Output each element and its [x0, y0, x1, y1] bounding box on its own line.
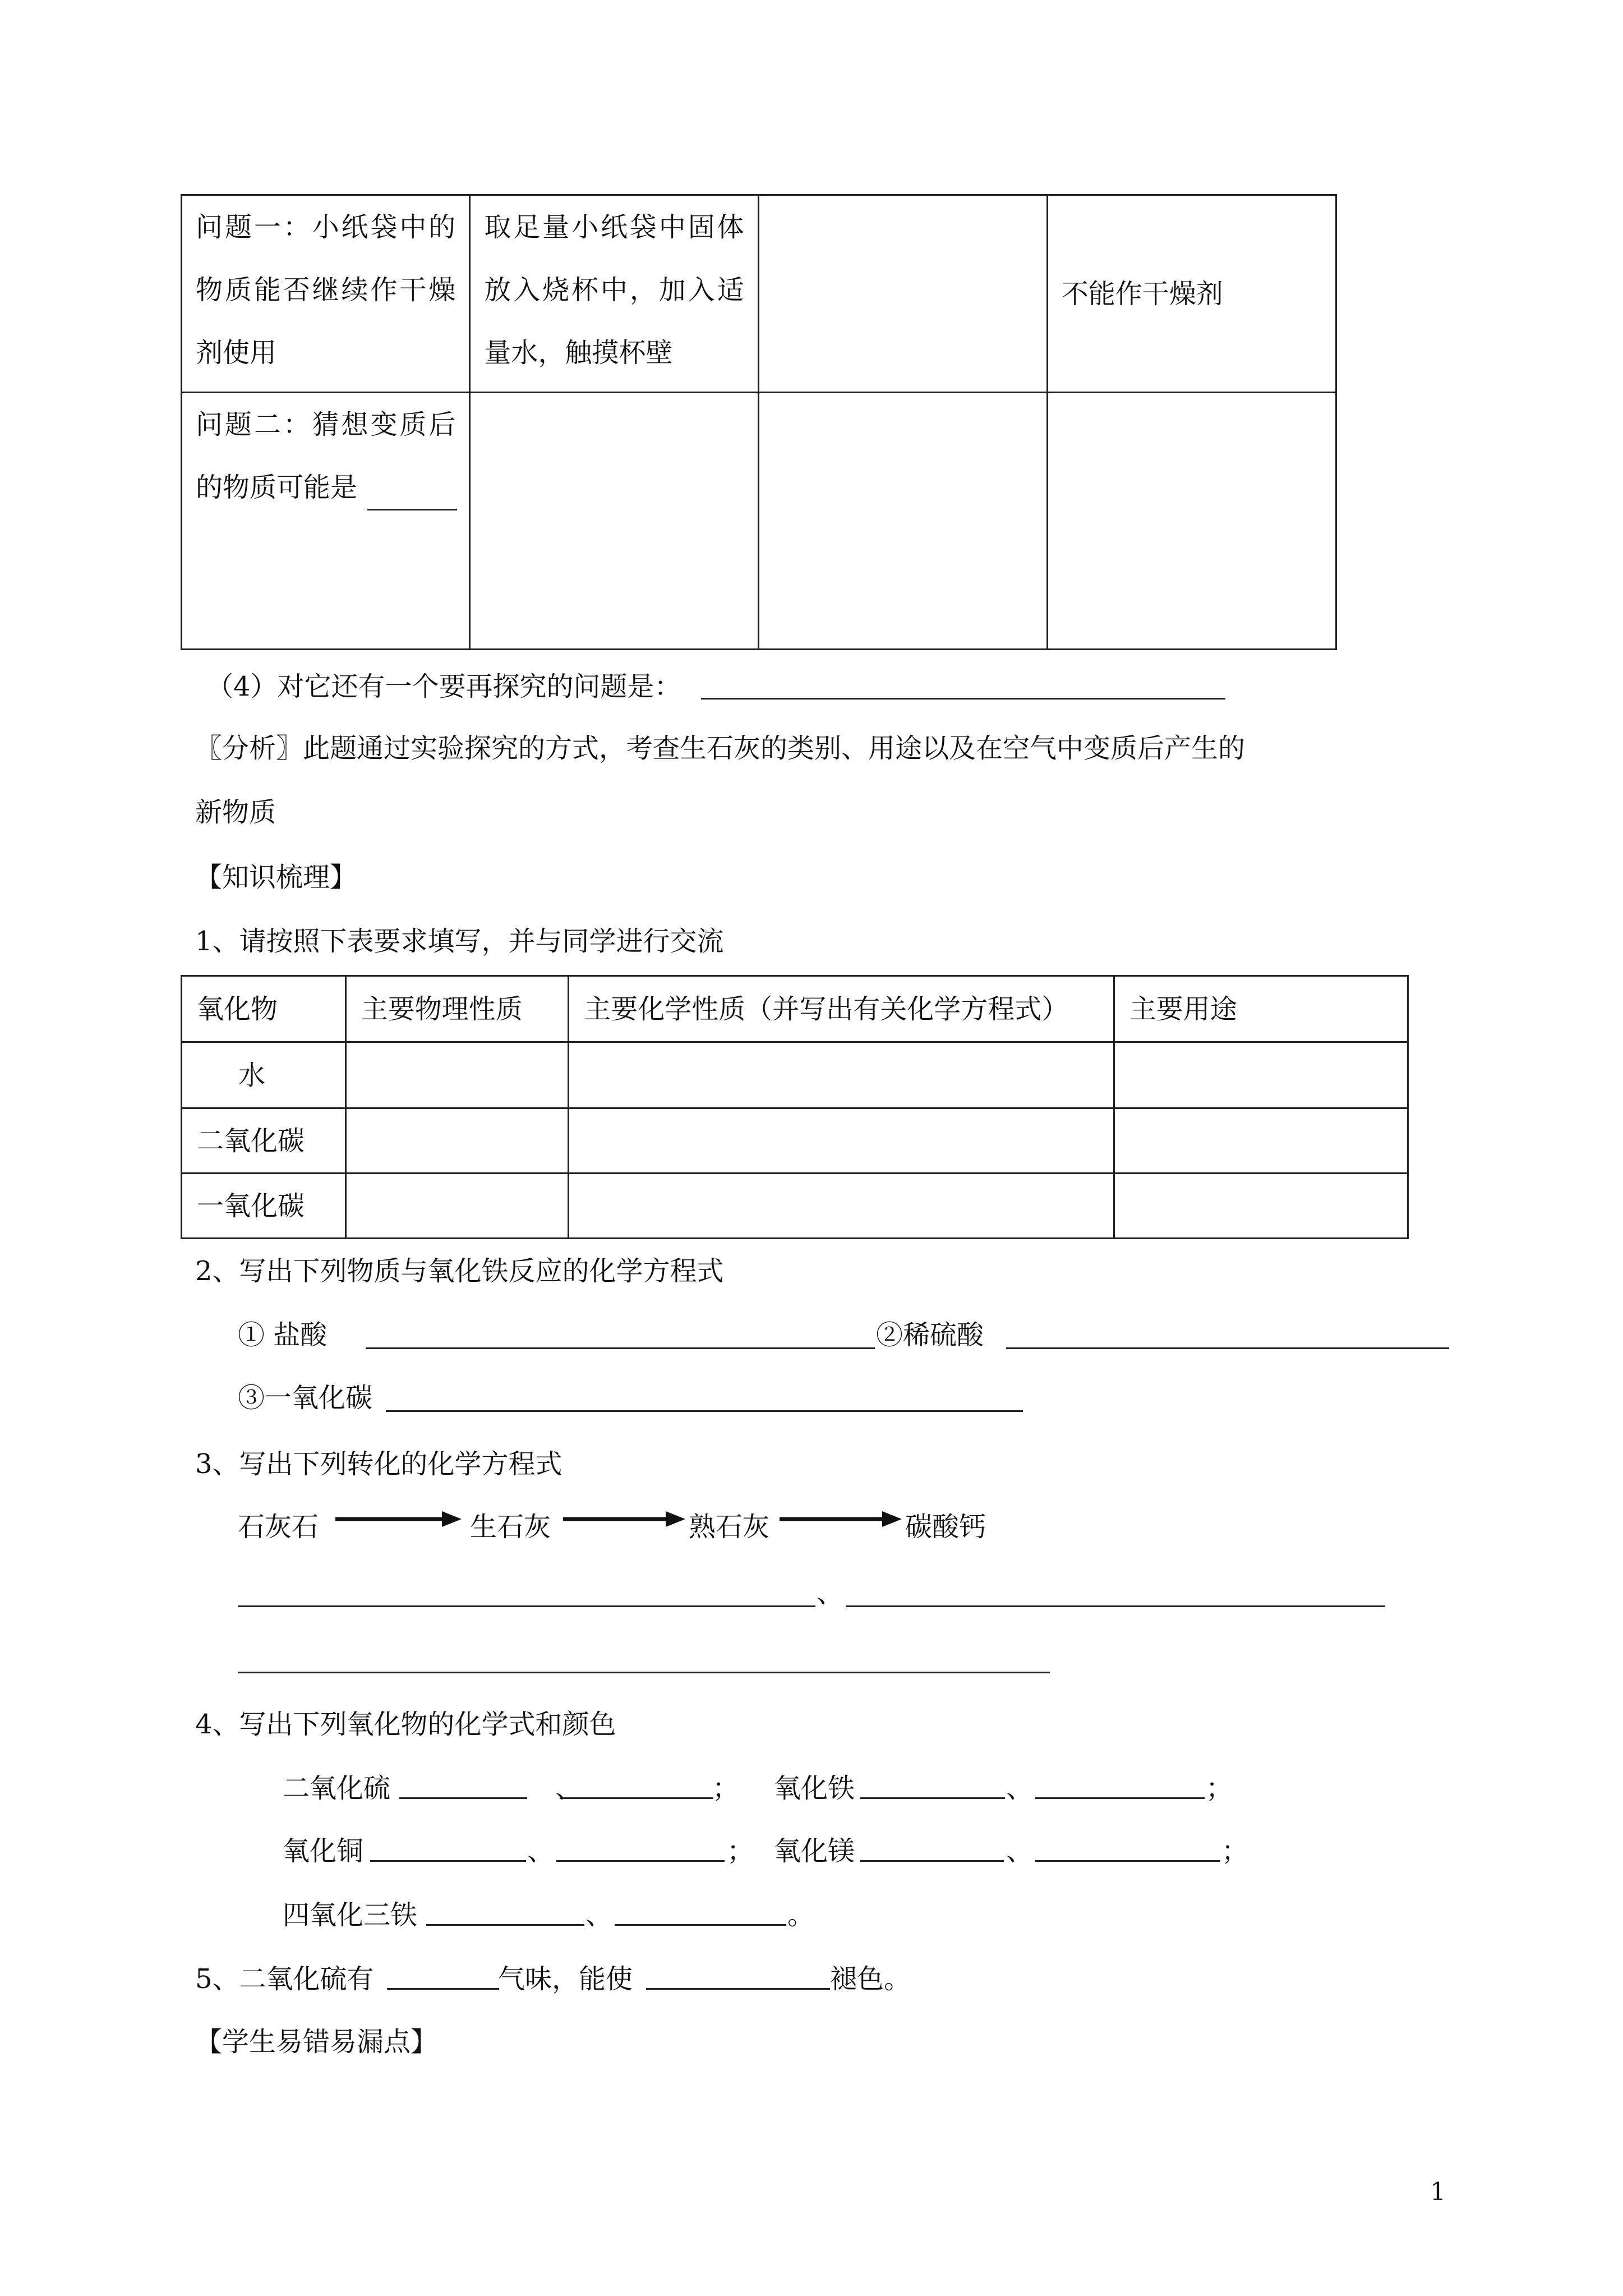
arrow-icon — [335, 1508, 462, 1530]
chain-item: 碳酸钙 — [905, 1511, 986, 1543]
answer-blank[interactable] — [560, 1773, 713, 1799]
arrow-icon — [563, 1508, 685, 1530]
answer-blank[interactable] — [238, 1605, 815, 1607]
table-row — [182, 1042, 1408, 1108]
question-5-part-1: 5、二氧化硫有 — [195, 1963, 374, 1995]
separator: 、 — [817, 1577, 844, 1609]
separator: ； — [1206, 1773, 1233, 1804]
answer-blank[interactable] — [370, 1835, 526, 1862]
q2-item-2: ②稀硫酸 — [876, 1319, 984, 1351]
table-cell — [470, 195, 758, 393]
table-row — [182, 1108, 1408, 1174]
table-header-row — [182, 976, 1408, 1042]
question-1: 问题一：小纸袋中的物质能否继续作干燥剂使用 — [196, 211, 456, 369]
question-5-part-2: 气味，能使 — [498, 1963, 633, 1995]
answer-blank[interactable] — [366, 1347, 875, 1349]
separator: 。 — [787, 1899, 815, 1931]
table-cell[interactable] — [1047, 393, 1336, 650]
answer-blank[interactable] — [701, 698, 1225, 700]
table-cell[interactable] — [569, 1174, 1114, 1239]
answer-blank[interactable] — [367, 509, 457, 510]
answer-blank[interactable] — [646, 1963, 830, 1990]
row-label: 一氧化碳 — [182, 1174, 346, 1239]
answer-blank[interactable] — [1035, 1835, 1220, 1862]
answer-blank[interactable] — [426, 1899, 584, 1926]
table-cell — [182, 393, 470, 650]
oxide-label: 四氧化三铁 — [283, 1899, 418, 1931]
separator: ； — [727, 1835, 754, 1867]
separator: ； — [1221, 1835, 1249, 1867]
table-cell[interactable] — [569, 1042, 1114, 1108]
question-5-part-3: 褪色。 — [830, 1963, 911, 1995]
table-row — [182, 393, 1336, 650]
conclusion-1: 不能作干燥剂 — [1061, 278, 1223, 310]
answer-blank[interactable] — [1035, 1773, 1205, 1799]
header-cell: 主要物理性质 — [345, 976, 568, 1042]
page-number: 1 — [1430, 2178, 1446, 2206]
header-cell: 氧化物 — [182, 976, 346, 1042]
chain-item: 生石灰 — [470, 1511, 551, 1543]
table-cell[interactable] — [569, 1108, 1114, 1174]
separator: 、 — [1006, 1773, 1034, 1804]
table-row — [182, 1174, 1408, 1239]
answer-blank[interactable] — [399, 1773, 527, 1799]
header-cell: 主要用途 — [1114, 976, 1408, 1042]
answer-blank[interactable] — [860, 1773, 1005, 1799]
answer-blank[interactable] — [1006, 1347, 1449, 1349]
table-cell[interactable] — [470, 393, 758, 650]
oxide-label: 氧化镁 — [774, 1835, 855, 1867]
oxide-label: 氧化铜 — [283, 1835, 364, 1867]
row-label: 水 — [182, 1042, 346, 1108]
table-cell[interactable] — [758, 393, 1047, 650]
table-cell[interactable] — [345, 1042, 568, 1108]
analysis-line-1: 〖分析〗此题通过实验探究的方式，考查生石灰的类别、用途以及在空气中变质后产生的 — [195, 733, 1246, 764]
analysis-line-2: 新物质 — [195, 797, 276, 828]
chain-item: 熟石灰 — [689, 1511, 770, 1543]
answer-blank[interactable] — [238, 1672, 1050, 1673]
answer-blank[interactable] — [846, 1605, 1385, 1607]
question-1-title: 1、请按照下表要求填写，并与同学进行交流 — [195, 926, 724, 957]
answer-blank[interactable] — [615, 1899, 786, 1926]
oxide-label: 二氧化硫 — [283, 1773, 391, 1804]
table-cell[interactable] — [1114, 1042, 1408, 1108]
separator: 、 — [555, 1773, 583, 1804]
table-cell — [182, 195, 470, 393]
table-cell[interactable] — [1114, 1108, 1408, 1174]
separator: 、 — [585, 1899, 613, 1931]
section-heading: 【学生易错易漏点】 — [195, 2026, 438, 2058]
question-3-title: 3、写出下列转化的化学方程式 — [195, 1448, 562, 1480]
separator: 、 — [1006, 1835, 1034, 1867]
q2-item-3: ③一氧化碳 — [238, 1382, 373, 1414]
answer-blank[interactable] — [556, 1835, 725, 1862]
question-2-title: 2、写出下列物质与氧化铁反应的化学方程式 — [195, 1255, 724, 1287]
table-cell[interactable] — [345, 1108, 568, 1174]
separator: ； — [712, 1773, 740, 1804]
answer-blank[interactable] — [386, 1410, 1023, 1412]
oxide-table — [181, 975, 1409, 1239]
section-heading: 【知识梳理】 — [195, 862, 357, 893]
table-row — [182, 195, 1336, 393]
table-cell — [1047, 195, 1336, 393]
oxide-label: 氧化铁 — [774, 1773, 855, 1804]
table-cell[interactable] — [1114, 1174, 1408, 1239]
header-cell: 主要化学性质（并写出有关化学方程式） — [569, 976, 1114, 1042]
chain-item: 石灰石 — [238, 1511, 319, 1543]
question-2: 问题二：猜想变质后的物质可能是 — [196, 409, 456, 503]
separator: 、 — [527, 1835, 555, 1867]
method-1: 取足量小纸袋中固体放入烧杯中，加入适量水，触摸杯壁 — [484, 211, 744, 369]
question-4-title: 4、写出下列氧化物的化学式和颜色 — [195, 1709, 616, 1740]
row-label: 二氧化碳 — [182, 1108, 346, 1174]
table-cell[interactable] — [758, 195, 1047, 393]
table-cell[interactable] — [345, 1174, 568, 1239]
further-question: （4）对它还有一个要再探究的问题是： — [206, 671, 681, 702]
arrow-icon — [780, 1508, 902, 1530]
answer-blank[interactable] — [860, 1835, 1004, 1862]
inquiry-table — [181, 194, 1337, 650]
q2-item-1: ① 盐酸 — [238, 1319, 328, 1351]
answer-blank[interactable] — [387, 1963, 499, 1990]
